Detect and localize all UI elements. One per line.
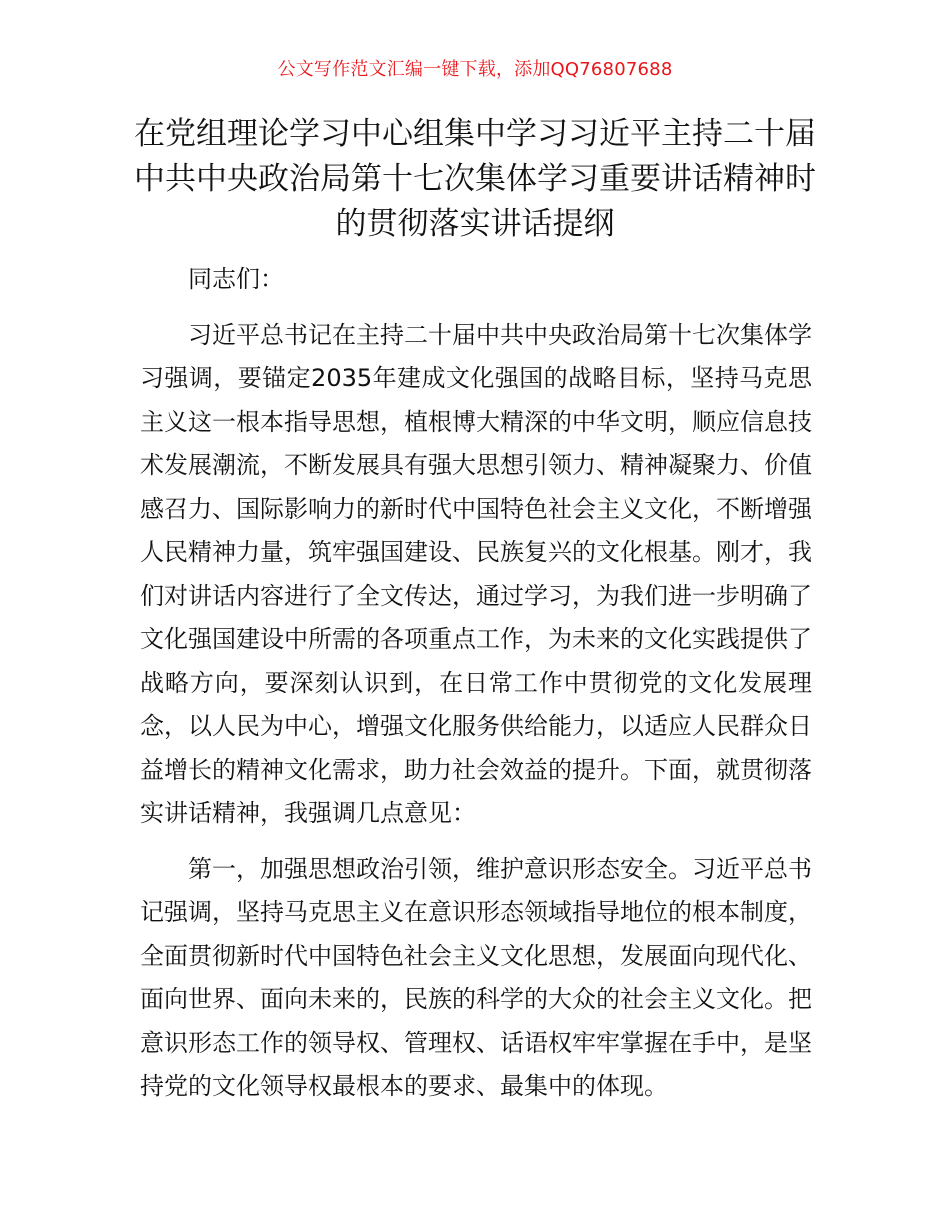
- document-title: 在党组理论学习中心组集中学习习近平主持二十届中共中央政治局第十七次集体学习重要讲话精神时的贯彻落实讲话提纲: [134, 116, 816, 242]
- document-body: [140, 258, 812, 1121]
- promo-banner: 公文写作范文汇编一键下载，添加QQ76807688: [277, 59, 673, 80]
- paragraph-point-one: 第一，加强思想政治引领，维护意识形态安全。习近平总书记强调，坚持马克思主义在意识形态领域指导地位的根本制度，全面贯彻新时代中国特色社会主义文化思想，发展面向现代化、面向世界、面向未来的，民族的科学的大众的社会主义文化。把意识形态工作的领导权、管理权、话语权牢牢掌握在手中，是坚持党的文化领导权最根本的要求、最集中的体现。: [140, 854, 812, 1100]
- paragraph-intro: 习近平总书记在主持二十届中共中央政治局第十七次集体学习强调，要锚定2035年建成文化强国的战略目标，坚持马克思主义这一根本指导思想，植根博大精深的中华文明，顺应信息技术发展潮流，不断发展具有强大思想引领力、精神凝聚力、价值感召力、国际影响力的新时代中国特色社会主义文化，不断增强人民精神力量，筑牢强国建设、民族复兴的文化根基。刚才，我们对讲话内容进行了全文传达，通过学习，为我们进一步明确了文化强国建设中所需的各项重点工作，为未来的文化实践提供了战略方向，要深刻认识到，在日常工作中贯彻党的文化发展理念，以人民为中心，增强文化服务供给能力，以适应人民群众日益增长的精神文化需求，助力社会效益的提升。下面，就贯彻落实讲话精神，我强调几点意见：: [140, 320, 812, 827]
- salutation: 同志们：: [188, 265, 284, 293]
